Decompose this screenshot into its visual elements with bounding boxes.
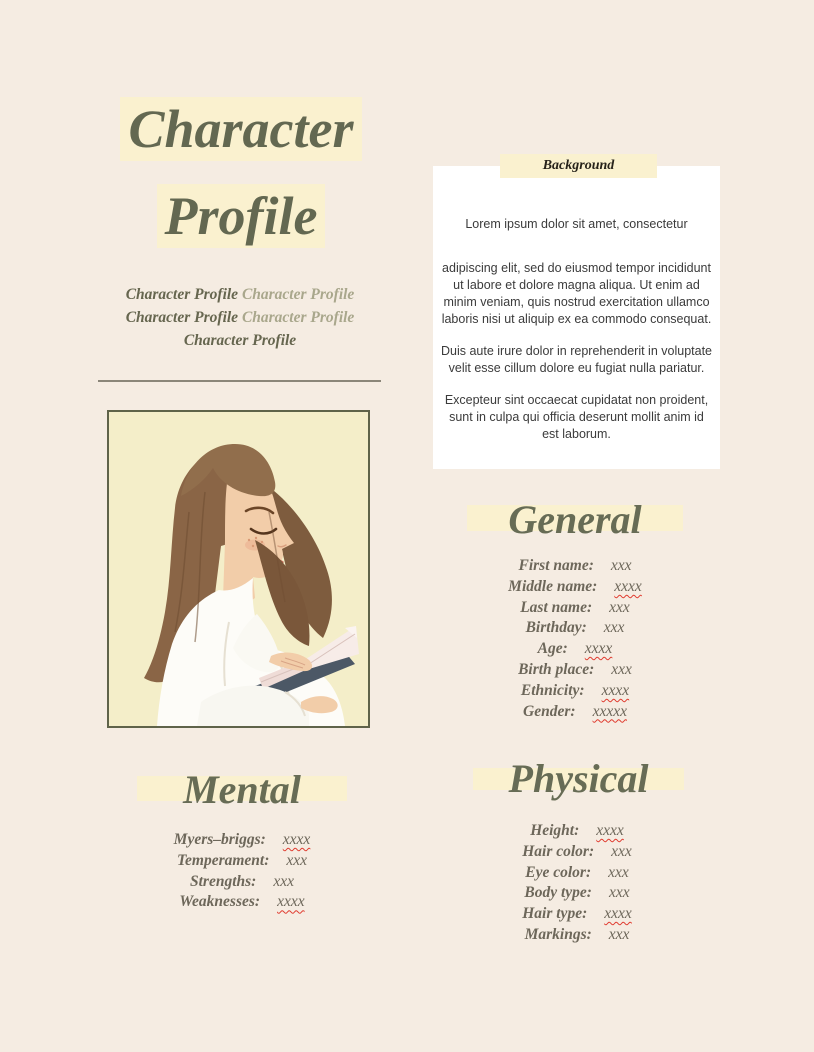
field-value: xxxx: [601, 681, 630, 699]
subtitle-block[interactable]: [40, 283, 440, 352]
background-paragraph: Duis aute irure dolor in reprehenderit in voluptate velit esse cillum dolore eu fugiat nulla pariatur.: [441, 344, 712, 375]
field-label: Body type:: [524, 884, 592, 902]
field-label: Birthday:: [525, 619, 587, 637]
title-block-line2[interactable]: [41, 184, 441, 248]
field-row: [445, 702, 705, 723]
title-block-line1[interactable]: [41, 97, 441, 161]
field-row: [112, 872, 372, 893]
subtitle-line-3: [40, 329, 440, 352]
field-value: xxxx: [596, 822, 624, 839]
field-row: [445, 577, 705, 598]
general-heading: General: [508, 497, 642, 542]
field-row: [112, 851, 372, 872]
field-row: [447, 842, 707, 863]
subtitle-dark-text: Character Profile: [183, 332, 297, 349]
field-row: [445, 660, 705, 681]
background-section-label[interactable]: Background: [500, 154, 657, 178]
field-row: [447, 863, 707, 884]
field-row: [447, 883, 707, 904]
field-label: Last name:: [520, 598, 593, 616]
field-value: xxx: [609, 598, 630, 616]
field-label: Hair type:: [522, 905, 588, 923]
field-value: xxxx: [604, 905, 632, 923]
field-row: [447, 925, 707, 946]
field-label: Weaknesses:: [179, 893, 261, 911]
background-paragraph: adipiscing elit, sed do eiusmod tempor incididunt ut labore et dolore magna aliqua. Ut enim ad minim veniam, quis nostrud exercitation ullamco laboris nisi ut aliquip ex ea commodo consequat.: [441, 261, 712, 326]
field-row: [447, 821, 707, 842]
physical-heading: Physical: [508, 756, 649, 801]
field-value: xxx: [603, 619, 625, 637]
field-row: [445, 639, 705, 660]
field-row: [445, 598, 705, 619]
mental-fields-list[interactable]: [112, 830, 372, 913]
field-label: Temperament:: [176, 851, 270, 869]
subtitle-line-2: [40, 306, 440, 329]
field-label: Height:: [530, 822, 580, 839]
girl-reading-illustration[interactable]: [107, 410, 370, 728]
field-value: xxx: [608, 863, 629, 881]
field-value: xxx: [608, 884, 630, 902]
field-label: Middle name:: [508, 577, 598, 595]
subtitle-dark-text: Character Profile: [125, 309, 239, 326]
field-value: xxx: [611, 660, 632, 678]
title-character: Character: [120, 97, 361, 161]
field-value: xxxx: [584, 640, 613, 658]
field-label: Markings:: [524, 925, 592, 943]
general-fields-list[interactable]: [445, 556, 705, 722]
field-value: xxxx: [614, 577, 642, 595]
girl-reading-illustration-art: [109, 412, 368, 726]
physical-fields-list[interactable]: [447, 821, 707, 946]
background-paragraph: Excepteur sint occaecat cupidatat non proident, sunt in culpa qui officia deserunt mollit anim id est laborum.: [444, 393, 709, 441]
field-row: [112, 892, 372, 913]
background-paragraphs: [433, 166, 720, 443]
title-profile: Profile: [157, 184, 326, 248]
background-card[interactable]: [433, 166, 720, 469]
field-row: [112, 830, 372, 851]
mental-heading: Mental: [183, 767, 301, 812]
field-label: Myers–briggs:: [173, 831, 266, 848]
subtitle-line-1: [40, 283, 440, 306]
field-value: xxx: [610, 557, 632, 574]
physical-heading-highlight[interactable]: [473, 756, 684, 801]
field-value: xxx: [273, 872, 294, 890]
horizontal-divider: [98, 380, 381, 382]
field-value: xxx: [611, 842, 632, 860]
field-label: Eye color:: [525, 863, 592, 881]
subtitle-light-text: Character Profile: [241, 309, 355, 326]
field-value: xxxx: [277, 893, 305, 911]
field-row: [447, 904, 707, 925]
field-row: [445, 556, 705, 577]
field-value: xxxxx: [592, 702, 627, 720]
field-row: [445, 618, 705, 639]
field-value: xxxx: [282, 831, 311, 848]
subtitle-dark-text: Character Profile: [125, 286, 239, 303]
general-heading-highlight[interactable]: [467, 497, 683, 542]
field-label: Birth place:: [518, 660, 595, 678]
field-label: Hair color:: [522, 842, 595, 860]
field-label: Age:: [537, 640, 568, 658]
mental-heading-highlight[interactable]: [137, 767, 347, 812]
field-label: Ethnicity:: [520, 681, 585, 699]
field-label: First name:: [518, 557, 594, 574]
subtitle-light-text: Character Profile: [241, 286, 355, 303]
field-row: [445, 681, 705, 702]
field-value: xxx: [286, 851, 308, 869]
field-value: xxx: [608, 925, 630, 943]
field-label: Gender:: [523, 702, 576, 720]
field-label: Strengths:: [190, 872, 257, 890]
background-paragraph: Lorem ipsum dolor sit amet, consectetur: [465, 217, 688, 231]
